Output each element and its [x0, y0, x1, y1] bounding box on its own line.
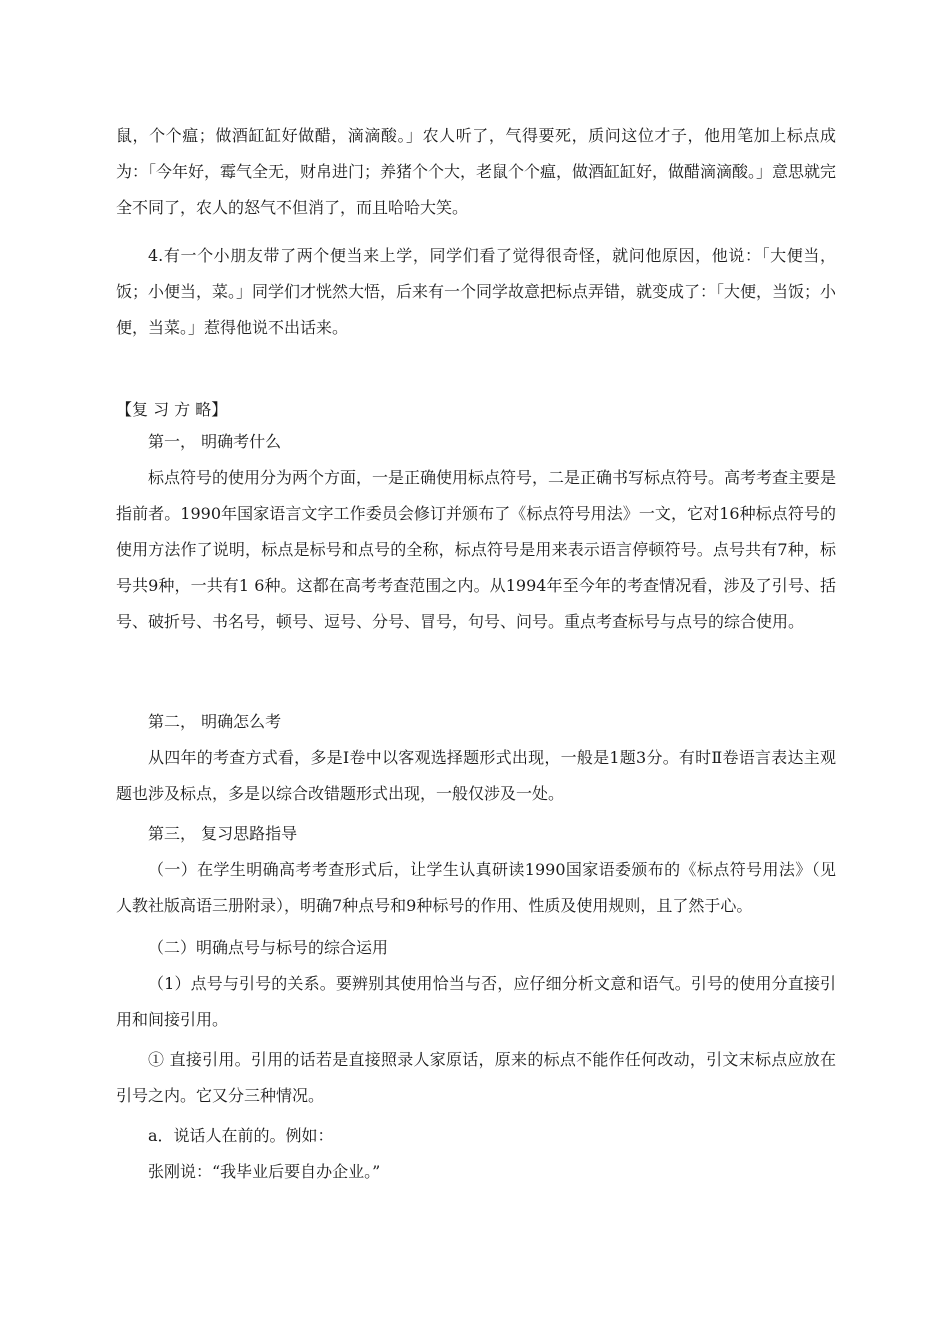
paragraph-point-and-quote: （1）点号与引号的关系。要辨别其使用恰当与否，应仔细分析文意和语气。引号的使用分直接引用和间接引用。 [116, 974, 836, 1029]
paragraph-combined-usage: （二）明确点号与标号的综合运用 [148, 938, 389, 957]
section-title: 【复 习 方 略】 [116, 400, 228, 419]
paragraph-example: 张刚说：“我毕业后要自办企业。” [148, 1162, 381, 1181]
paragraph-study-standard: （一）在学生明确高考考查形式后，让学生认真研读1990国家语委颁布的《标点符号用法》（见人教社版高语三册附录），明确7种点号和9种标号的作用、性质及使用规则，且了然于心。 [116, 860, 836, 915]
paragraph-direct-quote: ① 直接引用。引用的话若是直接照录人家原话，原来的标点不能作任何改动，引文末标点应放在引号之内。它又分三种情况。 [116, 1050, 836, 1105]
paragraph-test-format: 从四年的考查方式看，多是Ⅰ卷中以客观选择题形式出现，一般是1题3分。有时Ⅱ卷语言表达主观题也涉及标点，多是以综合改错题形式出现，一般仅涉及一处。 [116, 748, 836, 803]
paragraph-lunchbox-story: 4.有一个小朋友带了两个便当来上学，同学们看了觉得很奇怪，就问他原因，他说：「大便当，饭；小便当，菜。」同学们才恍然大悟，后来有一个同学故意把标点弄错，就变成了：「大便，当饭；小便，当菜。」惹得他说不出话来。 [116, 246, 837, 337]
paragraph-farmer-story: 鼠，个个瘟；做酒缸缸好做醋，滴滴酸。」农人听了，气得要死，质问这位才子，他用笔加上标点成为：「今年好，霉气全无，财帛进门；养猪个个大，老鼠个个瘟，做酒缸缸好，做醋滴滴酸。」意思就完全不同了，农人的怒气不但消了，而且哈哈大笑。 [116, 126, 837, 217]
heading-what-to-test: 第一， 明确考什么 [148, 432, 282, 451]
paragraph-punctuation-usage: 标点符号的使用分为两个方面，一是正确使用标点符号，二是正确书写标点符号。高考考查主要是指前者。1990年国家语言文字工作委员会修订并颁布了《标点符号用法》一文，它对16种标点符号的使用方法作了说明，标点是标号和点号的全称，标点符号是用来表示语言停顿符号。点号共有7种，标号共9种，一共有1 6种。这都在高考考查范围之内。从1994年至今年的考查情况看，涉及了引号、括号、破折号、书名号，顿号、逗号、分号、冒号，句号、问号。重点考查标号与点号的综合使用。 [116, 468, 837, 631]
heading-how-to-test: 第二， 明确怎么考 [148, 712, 282, 731]
heading-review-guidance: 第三， 复习思路指导 [148, 824, 298, 843]
paragraph-case-a: a．说话人在前的。例如： [148, 1126, 334, 1145]
